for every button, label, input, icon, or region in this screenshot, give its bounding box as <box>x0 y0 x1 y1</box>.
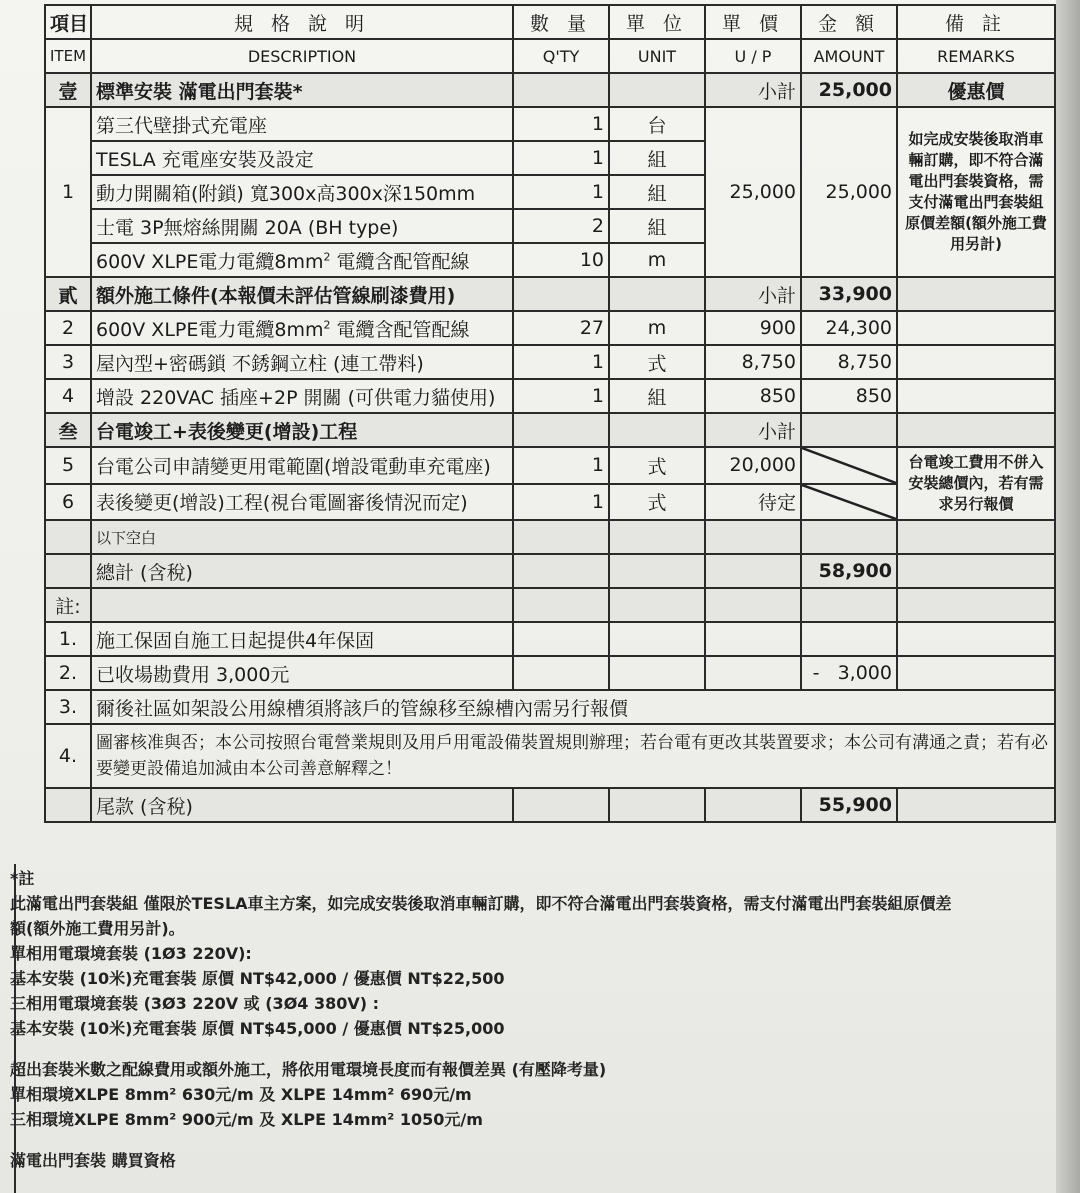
item-6-no: 6 <box>45 484 91 521</box>
header-qty-en: Q'TY <box>513 39 609 73</box>
section-3-subtotal-label: 小計 <box>705 413 801 447</box>
item-1c-unit: 組 <box>609 175 705 209</box>
item-4-unit: 組 <box>609 379 705 413</box>
notes-label: 註: <box>45 588 91 622</box>
section-2-no: 貳 <box>45 277 91 311</box>
item-1d-unit: 組 <box>609 209 705 243</box>
note-row <box>45 690 1055 724</box>
item-3-up: 8,750 <box>705 345 801 379</box>
item-3-desc: 屋內型+密碼鎖 不銹鋼立柱 (連工帶料) <box>91 345 513 379</box>
header-up-en: U / P <box>705 39 801 73</box>
section-2-title: 額外施工條件(本報價未評估管線刷漆費用) <box>91 277 513 311</box>
item-1b-unit: 組 <box>609 141 705 175</box>
paper-edge-shadow <box>1056 0 1080 1193</box>
item-4-desc: 增設 220VAC 插座+2P 開關 (可供電力貓使用) <box>91 379 513 413</box>
header-item-en: ITEM <box>45 39 91 73</box>
section-2-row <box>45 277 1055 311</box>
note-4-no: 4. <box>45 724 91 788</box>
item-6-desc: 表後變更(增設)工程(視台電圖審後情況而定) <box>91 484 513 521</box>
item-1a-desc: 第三代壁掛式充電座 <box>91 107 513 141</box>
balance-row <box>45 788 1055 822</box>
section-1-no: 壹 <box>45 73 91 107</box>
note-row <box>45 656 1055 690</box>
note-4-text: 圖審核准與否；本公司按照台電營業規則及用戶用電設備裝置規則辦理；若台電有更改其裝置要求；本公司有溝通之責；若有必要變更設備追加減由本公司善意解釋之！ <box>91 724 1055 788</box>
quotation-table <box>44 4 1056 823</box>
item-1-no: 1 <box>45 107 91 277</box>
item-1b-qty: 1 <box>513 141 609 175</box>
footnote-line: 此滿電出門套裝組 僅限於TESLA車主方案，如完成安裝後取消車輛訂購，即不符合滿電出門套裝資格，需支付滿電出門套裝組原價差 <box>10 894 952 913</box>
item-3-no: 3 <box>45 345 91 379</box>
note-row <box>45 724 1055 788</box>
footnotes <box>10 866 1055 1173</box>
balance-amount: 55,900 <box>801 788 897 822</box>
item-6-qty: 1 <box>513 484 609 521</box>
section-1-title: 標準安裝 滿電出門套裝* <box>91 73 513 107</box>
item-4-up: 850 <box>705 379 801 413</box>
header-item-zh: 項目 <box>45 5 91 39</box>
item-2-qty: 27 <box>513 311 609 345</box>
item-2-up: 900 <box>705 311 801 345</box>
header-amount-zh: 金 額 <box>801 5 897 39</box>
item-2-no: 2 <box>45 311 91 345</box>
item-1b-desc: TESLA 充電座安裝及設定 <box>91 141 513 175</box>
section-3-row <box>45 413 1055 447</box>
section-1-remark: 優惠價 <box>897 73 1055 107</box>
item-5-up: 20,000 <box>705 447 801 484</box>
footnote-heading: *註 <box>10 869 35 888</box>
table-row <box>45 379 1055 413</box>
header-unit-zh: 單 位 <box>609 5 705 39</box>
blank-row <box>45 520 1055 554</box>
item-5-qty: 1 <box>513 447 609 484</box>
table-row <box>45 345 1055 379</box>
item-1-remark: 如完成安裝後取消車輛訂購，即不符合滿電出門套裝資格，需支付滿電出門套裝組原價差額(額外施工費用另計) <box>897 107 1055 277</box>
footnote-line: 基本安裝 (10米)充電套裝 原價 NT$42,000 / 優惠價 NT$22,500 <box>10 969 505 988</box>
header-row-en <box>45 39 1055 73</box>
header-amount-en: AMOUNT <box>801 39 897 73</box>
item-2-desc: 600V XLPE電力電纜$8mm^2$ 電纜含配管配線 <box>91 311 513 345</box>
item-1e-desc: 600V XLPE電力電纜$8mm^2$ 電纜含配管配線 <box>91 243 513 277</box>
note-3-no: 3. <box>45 690 91 724</box>
section-2-subtotal-label: 小計 <box>705 277 801 311</box>
total-label: 總計 (含稅) <box>91 554 513 588</box>
section-2-subtotal: 33,900 <box>801 277 897 311</box>
item-1-unit-price: 25,000 <box>705 107 801 277</box>
section-3-remark: 台電竣工費用不併入安裝總價內，若有需求另行報價 <box>897 447 1055 520</box>
item-3-amount: 8,750 <box>801 345 897 379</box>
item-4-no: 4 <box>45 379 91 413</box>
header-qty-zh: 數 量 <box>513 5 609 39</box>
section-1-subtotal: 25,000 <box>801 73 897 107</box>
section-1-row <box>45 73 1055 107</box>
item-1d-desc: 士電 3P無熔絲開關 20A (BH type) <box>91 209 513 243</box>
item-1a-qty: 1 <box>513 107 609 141</box>
section-1-subtotal-label: 小計 <box>705 73 801 107</box>
note-row <box>45 622 1055 656</box>
header-remarks-zh: 備 註 <box>897 5 1055 39</box>
total-amount: 58,900 <box>801 554 897 588</box>
footnote-line: 單相環境XLPE 8mm² 630元/m 及 XLPE 14mm² 690元/m <box>10 1085 472 1104</box>
item-4-amount: 850 <box>801 379 897 413</box>
footnote-line: 基本安裝 (10米)充電套裝 原價 NT$45,000 / 優惠價 NT$25,000 <box>10 1019 505 1038</box>
section-3-title: 台電竣工+表後變更(增設)工程 <box>91 413 513 447</box>
header-desc-en: DESCRIPTION <box>91 39 513 73</box>
footnote-line: 單相用電環境套裝 (1Ø3 220V): <box>10 944 252 963</box>
note-1-no: 1. <box>45 622 91 656</box>
header-row-zh <box>45 5 1055 39</box>
item-6-unit: 式 <box>609 484 705 521</box>
item-5-desc: 台電公司申請變更用電範圍(增設電動車充電座) <box>91 447 513 484</box>
table-row <box>45 107 1055 141</box>
item-1-amount: 25,000 <box>801 107 897 277</box>
table-row <box>45 311 1055 345</box>
item-1d-qty: 2 <box>513 209 609 243</box>
item-5-amount-void <box>801 447 897 484</box>
footnote-subheading: 滿電出門套裝 購買資格 <box>10 1151 176 1170</box>
balance-label: 尾款 (含稅) <box>91 788 513 822</box>
item-2-unit: m <box>609 311 705 345</box>
item-6-amount-void <box>801 484 897 521</box>
item-3-unit: 式 <box>609 345 705 379</box>
footnote-line: 超出套裝米數之配線費用或額外施工，將依用電環境長度而有報價差異 (有壓降考量) <box>10 1060 607 1079</box>
notes-header-row <box>45 588 1055 622</box>
item-5-unit: 式 <box>609 447 705 484</box>
footnote-line: 三相環境XLPE 8mm² 900元/m 及 XLPE 14mm² 1050元/m <box>10 1110 483 1129</box>
footnote-line: 額(額外施工費用另計)。 <box>10 919 185 938</box>
item-1a-unit: 台 <box>609 107 705 141</box>
item-1e-unit: m <box>609 243 705 277</box>
note-2-no: 2. <box>45 656 91 690</box>
item-3-qty: 1 <box>513 345 609 379</box>
item-4-qty: 1 <box>513 379 609 413</box>
note-2-text: 已收場勘費用 3,000元 <box>91 656 513 690</box>
item-5-no: 5 <box>45 447 91 484</box>
header-remarks-en: REMARKS <box>897 39 1055 73</box>
note-1-text: 施工保固自施工日起提供4年保固 <box>91 622 513 656</box>
footnote-line: 三相用電環境套裝 (3Ø3 220V 或 (3Ø4 380V) : <box>10 994 380 1013</box>
item-1e-qty: 10 <box>513 243 609 277</box>
item-1c-qty: 1 <box>513 175 609 209</box>
section-3-no: 叁 <box>45 413 91 447</box>
header-unit-en: UNIT <box>609 39 705 73</box>
item-2-amount: 24,300 <box>801 311 897 345</box>
item-1c-desc: 動力開關箱(附鎖) 寬300x高300x深150mm <box>91 175 513 209</box>
total-row <box>45 554 1055 588</box>
note-3-text: 爾後社區如架設公用線槽須將該戶的管線移至線槽內需另行報價 <box>91 690 1055 724</box>
note-2-deduction: - 3,000 <box>801 656 897 690</box>
header-up-zh: 單 價 <box>705 5 801 39</box>
header-desc-zh: 規 格 說 明 <box>91 5 513 39</box>
blank-below-label: 以下空白 <box>91 520 513 554</box>
item-6-up: 待定 <box>705 484 801 521</box>
table-row <box>45 447 1055 484</box>
